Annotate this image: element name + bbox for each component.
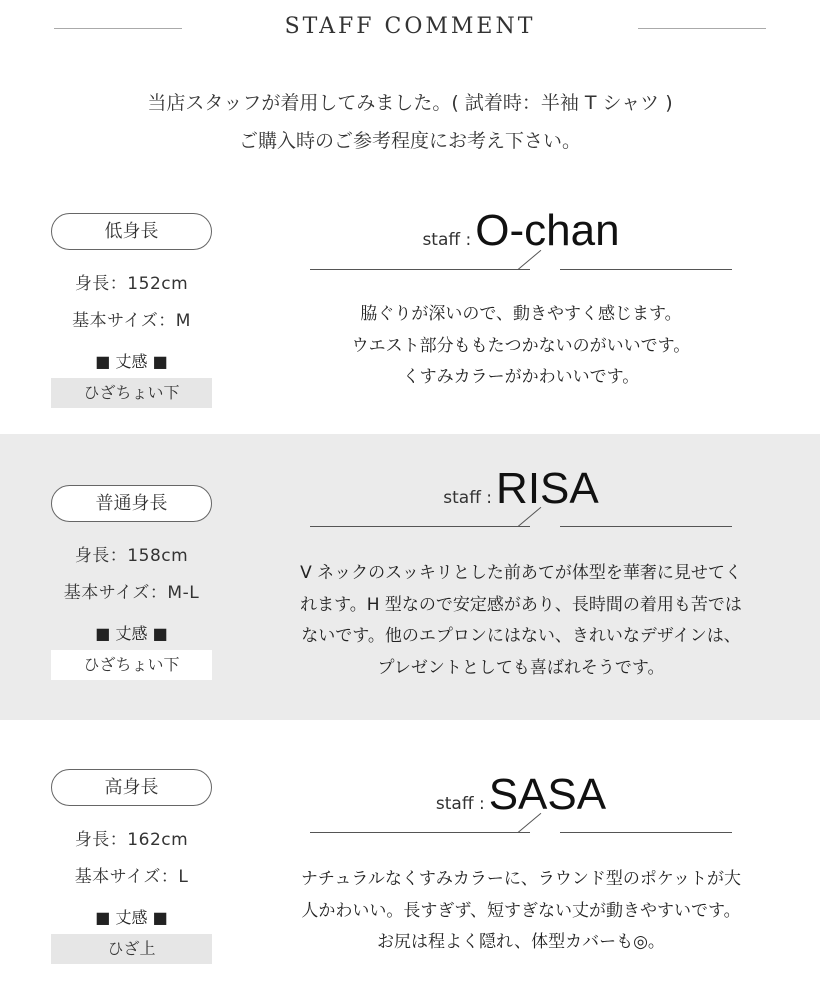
page-title: STAFF COMMENT [284,14,536,39]
length-label: ■ 丈感 ■ [95,908,168,927]
comment-line: V ネックのスッキリとした前あてが体型を華奢に見せてく [300,563,742,583]
staff-section-ochan [0,176,820,434]
staff-comment-block [286,206,756,394]
staff-comment-block [286,770,756,959]
intro-text [0,84,820,160]
divider-left [310,832,530,833]
base-size: 基本サイズ：L [74,867,189,887]
divider-right [560,526,732,527]
staff-name: SASA [488,770,607,819]
base-size: 基本サイズ：M-L [63,583,200,603]
staff-name-row [286,770,756,826]
staff-profile [51,485,212,680]
height-category-badge: 高身長 [51,769,212,806]
height-category-badge: 低身長 [51,213,212,250]
staff-section-sasa [0,720,820,1000]
name-divider [286,832,756,858]
staff-comment [286,558,756,684]
staff-comment [286,299,756,394]
name-divider [286,526,756,552]
staff-section-risa [0,434,820,720]
comment-line: 人かわいい。長すぎず、短すぎない丈が動きやすいです。 [301,900,741,921]
height-category-badge: 普通身長 [51,485,212,522]
divider-left [310,269,530,270]
comment-line: ナチュラルなくすみカラーに、ラウンド型のポケットが大 [300,869,742,889]
divider-right [560,269,732,270]
divider-left [310,526,530,527]
staff-prefix: staff : [435,794,485,814]
intro-line-1: 当店スタッフが着用してみました。( 試着時：半袖 T シャツ ) [147,92,673,114]
staff-name: O-chan [475,206,620,255]
staff-profile [51,213,212,408]
height-value: 身長：162cm [74,830,189,850]
length-value: ひざちょい下 [51,378,212,408]
divider-right [560,832,732,833]
length-label: ■ 丈感 ■ [95,624,168,643]
comment-line: ウエスト部分ももたつかないのがいいです。 [351,335,691,356]
name-divider [286,269,756,295]
base-size: 基本サイズ：M [72,311,191,331]
staff-name-row [286,464,756,520]
staff-prefix: staff : [443,488,493,508]
comment-line: 脇ぐりが深いので、動きやすく感じます。 [360,304,682,324]
staff-profile [51,769,212,964]
height-value: 身長：152cm [74,274,189,294]
comment-line: ないです。他のエプロンにはない、きれいなデザインは、 [301,626,741,646]
comment-line: お尻は程よく隠れ、体型カバーも◎。 [377,932,665,952]
intro-line-2: ご購入時のご参考程度にお考え下さい。 [238,130,581,152]
staff-name-row [286,206,756,262]
length-value: ひざ上 [51,934,212,964]
height-value: 身長：158cm [74,546,189,566]
length-value: ひざちょい下 [51,650,212,680]
staff-name: RISA [496,464,599,513]
comment-line: くすみカラーがかわいいです。 [402,367,640,387]
header-right-rule [638,28,766,29]
comment-line: プレゼントとしても喜ばれそうです。 [377,657,665,678]
header [0,0,820,60]
staff-prefix: staff : [422,230,472,250]
comment-line: れます。H 型なので安定感があり、長時間の着用も苦では [300,594,742,615]
length-label: ■ 丈感 ■ [95,352,168,371]
staff-comment [286,864,756,959]
staff-comment-block [286,464,756,684]
